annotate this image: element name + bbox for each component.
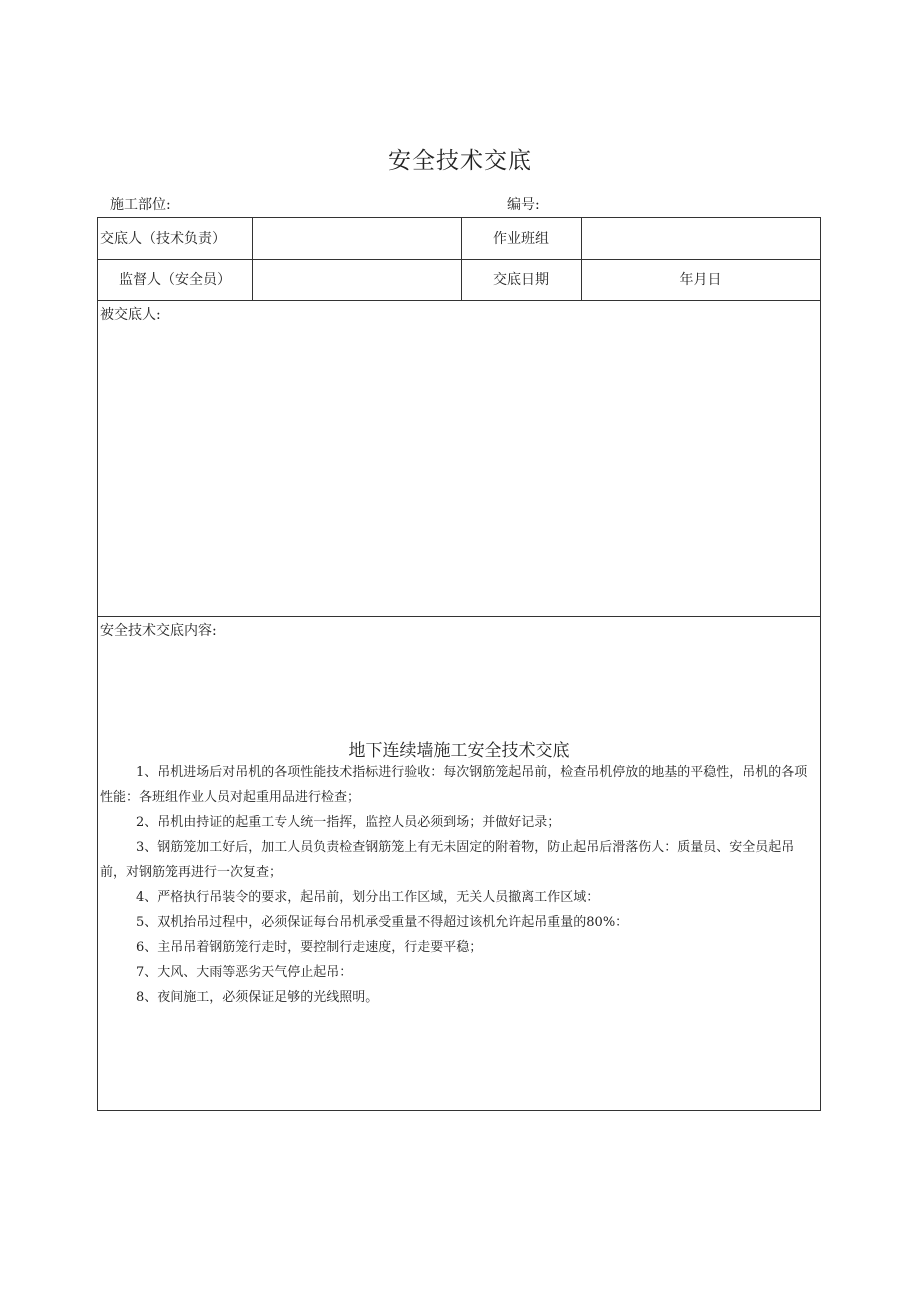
- table-divider: [98, 259, 820, 260]
- table-divider: [98, 616, 820, 617]
- list-item: 4、严格执行吊装令的要求，起吊前，划分出工作区域，无关人员撤离工作区域：: [136, 890, 600, 905]
- supervisor-label: 监督人（安全员）: [119, 272, 231, 288]
- work-team-label: 作业班组: [493, 231, 549, 247]
- list-item: 2、吊机由持证的起重工专人统一指挥，监控人员必须到场；并做好记录；: [136, 815, 561, 830]
- content-label: 安全技术交底内容:: [100, 623, 217, 639]
- table-divider: [98, 300, 820, 301]
- safety-items-list: [100, 760, 816, 1010]
- disclosure-date-label: 交底日期: [493, 272, 549, 288]
- disclosing-person-label: 交底人（技术负责）: [100, 231, 226, 247]
- list-item: 8、夜间施工，必须保证足够的光线照明。: [136, 990, 379, 1005]
- list-item: 5、双机抬吊过程中，必须保证每台吊机承受重量不得超过该机允许起吊重量的80%：: [136, 915, 629, 930]
- list-item: 6、主吊吊着钢筋笼行走时，要控制行走速度，行走要平稳；: [136, 940, 483, 955]
- list-item: 1、吊机进场后对吊机的各项性能技术指标进行验收：每次钢筋笼起吊前，检查吊机停放的地基的平稳性，吊机的各项性能：各班组作业人员对起重用品进行检查；: [100, 765, 808, 805]
- content-subtitle: 地下连续墙施工安全技术交底: [348, 741, 570, 761]
- disclosure-form-table: [97, 217, 821, 1111]
- list-item: 3、钢筋笼加工好后，加工人员负责检查钢筋笼上有无未固定的附着物，防止起吊后滑落伤人：质量员、安全员起吊前，对钢筋笼再进行一次复查；: [100, 840, 795, 880]
- disclosure-date-value[interactable]: 年月日: [679, 272, 722, 288]
- document-title: 安全技术交底: [388, 148, 532, 174]
- number-label: 编号:: [507, 197, 540, 213]
- construction-site-label: 施工部位:: [110, 197, 171, 213]
- recipients-label: 被交底人:: [100, 307, 161, 323]
- list-item: 7、大风、大雨等恶劣天气停止起吊：: [136, 965, 353, 980]
